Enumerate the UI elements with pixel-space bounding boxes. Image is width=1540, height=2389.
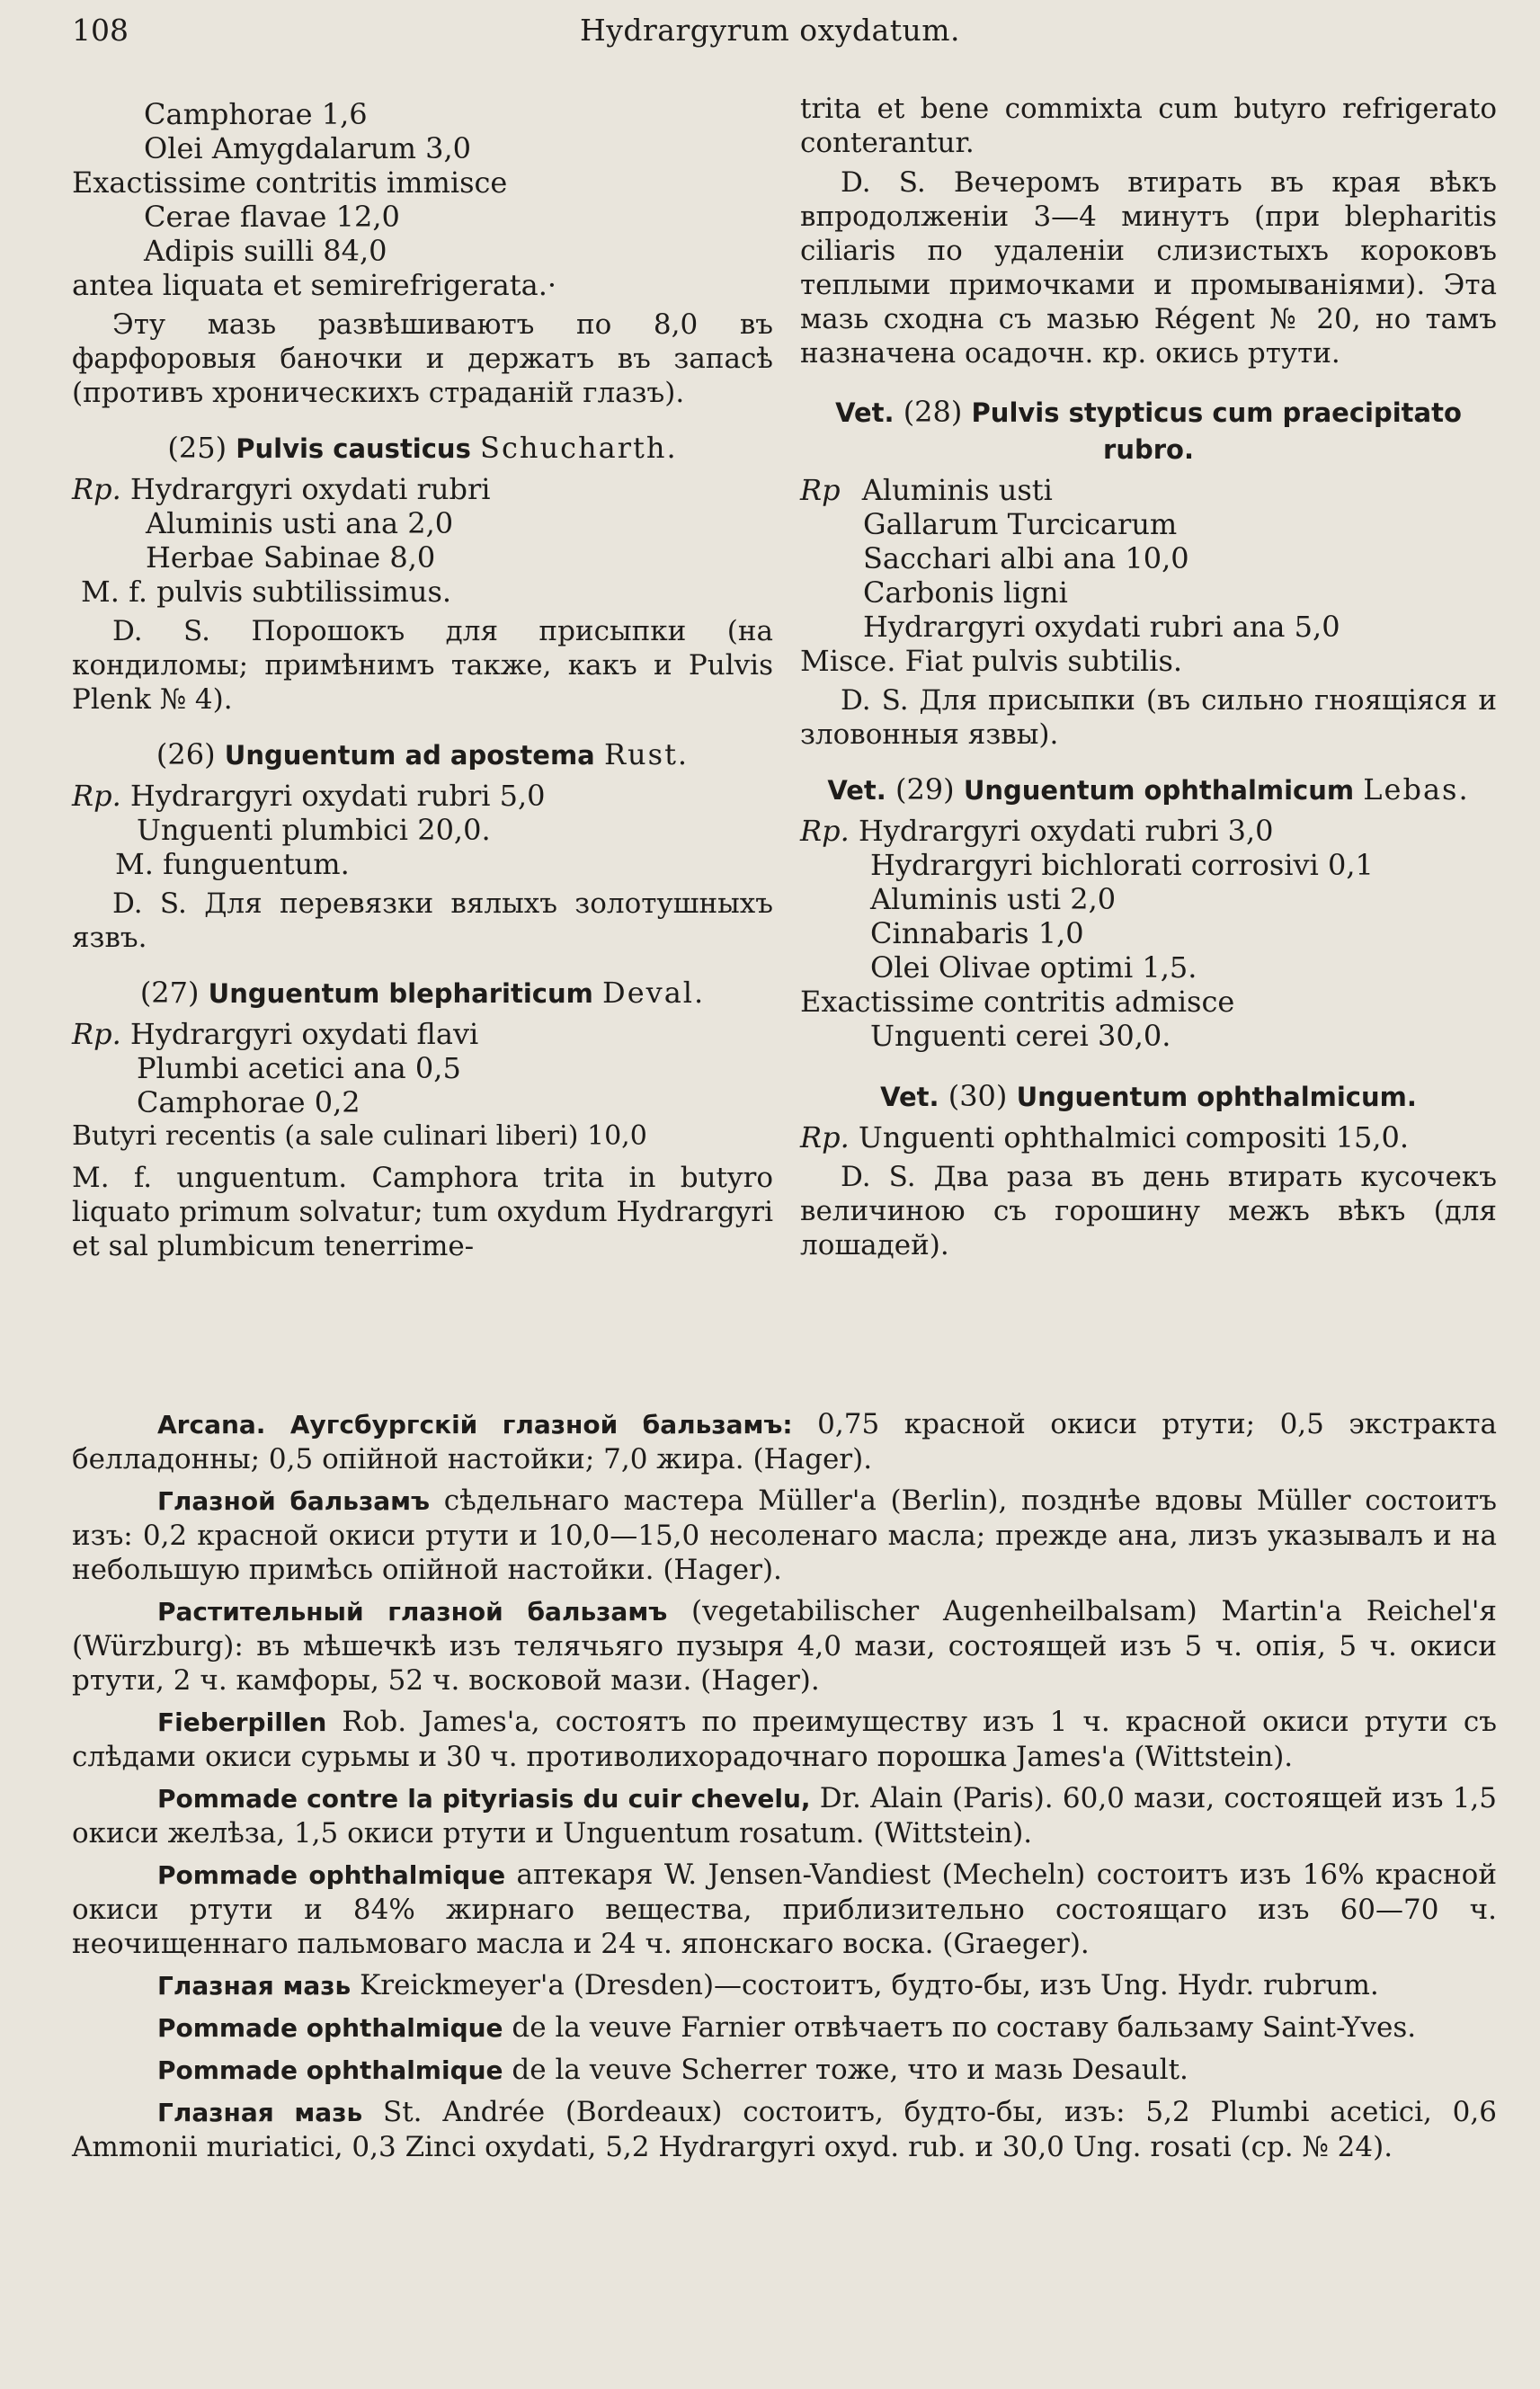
entry-text: сѣдельнаго мастера Müller'a (Berlin), позднѣе вдовы Müller состоитъ изъ: 0,2 красной окиси ртути и 10,0—15,0 несоленаго масла; прежде ана, лизъ указывалъ и на небольшую примѣсь опійной настойки. (Hager). (72, 1484, 1497, 1586)
page-number: 108 (72, 13, 129, 48)
recipe-heading-27 (72, 975, 773, 1012)
continued-text: trita et bene commixta cum butyro refrigerato conterantur. (800, 93, 1497, 159)
recipe-author: Deval. (602, 976, 706, 1010)
vet-label: Vet. (827, 775, 886, 806)
page-header (72, 13, 1468, 58)
rp-label: Rp (800, 473, 841, 507)
ingredient-line: Camphorae 1,6 (144, 97, 368, 131)
arcana-entry (72, 1858, 1497, 1961)
ingredient-line: Camphorae 0,2 (137, 1085, 361, 1119)
ingredient-line: Gallarum Turcicarum (863, 507, 1178, 541)
signa-paragraph: D. S. Для присыпки (въ сильно гноящіяся и зловонныя язвы). (800, 684, 1497, 751)
entry-title: Глазной бальзамъ (157, 1486, 431, 1516)
ingredient-line: Hydrargyri oxydati rubri 3,0 (858, 814, 1274, 848)
recipe-title: Unguentum ad apostema (224, 740, 595, 771)
entry-title: Pommade contre la pityriasis du cuir chevelu, (157, 1784, 811, 1814)
entry-text: аптекаря W. Jensen-Vandiest (Mecheln) состоитъ изъ 16% красной окиси ртути и 84% жирнаго вещества, приблизительно состоящаго изъ 60—70 ч. неочищеннаго пальмоваго масла и 24 ч. японскаго воска. (Graeger). (72, 1859, 1497, 1960)
entry-text: Rob. James'a, состоятъ по преимуществу изъ 1 ч. красной окиси ртути съ слѣдами окиси сурьмы и 30 ч. противолихорадочнаго порошка James'a (Wittstein). (72, 1706, 1497, 1773)
recipe-title: Unguentum ophthalmicum (963, 775, 1355, 806)
mix-instruction: M. f. unguentum. Camphora trita in butyro liquato primum solvatur; tum oxydum Hydrargyri et sal plumbicum tenerrime- (72, 1162, 773, 1262)
recipe-title: Pulvis causticus (236, 433, 471, 464)
ingredient-line: Unguenti ophthalmici compositi 15,0. (858, 1120, 1410, 1154)
rp-label: Rp. (72, 779, 121, 813)
ingredient-line: Exactissime contritis immisce (72, 165, 508, 200)
entry-title: Растительный глазной бальзамъ (157, 1597, 668, 1627)
ingredient-line: Unguenti plumbici 20,0. (137, 813, 491, 847)
entry-title: Pommade ophthalmique (157, 2055, 503, 2085)
ingredient-line: Hydrargyri oxydati rubri 5,0 (129, 779, 546, 813)
signa-paragraph: D. S. Для перевязки вялыхъ золотушныхъ язвъ. (72, 887, 773, 954)
entry-title: Arcana. Аугсбургскій глазной бальзамъ: (157, 1410, 793, 1440)
recipe-number: (28) (903, 395, 963, 429)
arcana-entry (72, 1484, 1497, 1587)
ingredient-line: Hydrargyri oxydati rubri ana 5,0 (863, 610, 1340, 644)
recipe-heading-30 (800, 1078, 1497, 1115)
recipe-heading-26 (72, 736, 773, 773)
recipe-title: Unguentum ophthalmicum. (1016, 1082, 1417, 1112)
entry-text: St. Andrée (Bordeaux) состоитъ, будто-бы, изъ: 5,2 Plumbi acetici, 0,6 Ammonii muriatici, 0,3 Zinci oxydati, 5,2 Hydrargyri oxyd. rub. и 30,0 Ung. rosati (ср. № 24). (72, 2096, 1497, 2163)
arcana-section (72, 1407, 1497, 2171)
ingredient-line: Plumbi acetici ana 0,5 (137, 1051, 461, 1085)
arcana-entry (72, 2095, 1497, 2164)
ingredient-line: antea liquata et semirefrigerata.· (72, 268, 557, 302)
ingredient-line: Butyri recentis (a sale culinari liberi) 10,0 (72, 1120, 647, 1152)
mix-instruction: Exactissime contritis admisce (800, 985, 1235, 1019)
mix-instruction: Misce. Fiat pulvis subtilis. (800, 644, 1183, 678)
rp-label: Rp. (72, 472, 121, 506)
arcana-entry (72, 1594, 1497, 1698)
ingredient-line: Olei Amygdalarum 3,0 (144, 131, 472, 165)
left-column (72, 97, 773, 1263)
ingredient-line: Aluminis usti ana 2,0 (146, 506, 454, 540)
recipe-heading-28 (800, 394, 1497, 468)
recipe-number: (29) (895, 772, 955, 807)
arcana-entry (72, 2053, 1497, 2088)
entry-title: Pommade ophthalmique (157, 1860, 506, 1890)
entry-title: Pommade ophthalmique (157, 2013, 503, 2043)
recipe-title: Pulvis stypticus cum praecipitato rubro. (971, 397, 1462, 465)
ingredient-line: Adipis suilli 84,0 (144, 234, 387, 268)
recipe-author: Rust. (603, 737, 690, 771)
arcana-entry (72, 2010, 1497, 2046)
recipe-heading-29 (800, 771, 1497, 808)
ingredient-line: Carbonis ligni (863, 575, 1068, 610)
vet-label: Vet. (835, 397, 895, 428)
ingredient-line: Hydrargyri bichlorati corrosivi 0,1 (870, 848, 1374, 882)
entry-title: Fieberpillen (157, 1707, 327, 1737)
recipe-number: (27) (139, 976, 200, 1010)
ingredient-line: Unguenti cerei 30,0. (870, 1019, 1171, 1053)
vet-label: Vet. (880, 1082, 939, 1112)
usage-paragraph: Эту мазь развѣшиваютъ по 8,0 въ фарфоровыя баночки и держатъ въ запасѣ (противъ хроническихъ страданій глазъ). (72, 308, 773, 409)
ingredient-line: Cinnabaris 1,0 (870, 916, 1084, 950)
recipe-author: Schucharth. (480, 431, 678, 465)
rp-label: Rp. (800, 1120, 850, 1154)
arcana-entry (72, 1407, 1497, 1476)
entry-title: Глазная мазь (157, 2098, 363, 2127)
rp-label: Rp. (800, 814, 850, 848)
entry-title: Глазная мазь (157, 1971, 352, 2001)
ingredient-line: Herbae Sabinae 8,0 (146, 540, 436, 575)
right-column (800, 93, 1497, 1262)
ingredient-line: Hydrargyri oxydati flavi (129, 1017, 479, 1051)
entry-text: Kreickmeyer'a (Dresden)—состоитъ, будто-бы, изъ Ung. Hydr. rubrum. (351, 1969, 1379, 2001)
arcana-entry (72, 1968, 1497, 2003)
entry-text: de la veuve Farnier отвѣчаетъ по составу бальзаму Saint-Yves. (503, 2011, 1417, 2044)
signa-paragraph: D. S. Два раза въ день втирать кусочекъ величиною съ горошину межъ вѣкъ (для лошадей). (800, 1161, 1497, 1261)
running-title: Hydrargyrum oxydatum. (579, 13, 961, 48)
entry-text: Dr. Alain (Paris). 60,0 мази, состоящей изъ 1,5 окиси желѣза, 1,5 окиси ртути и Unguentum rosatum. (Wittstein). (72, 1782, 1498, 1850)
ingredient-line: Sacchari albi ana 10,0 (863, 541, 1189, 575)
recipe-title: Unguentum blephariticum (208, 978, 593, 1009)
arcana-entry (72, 1705, 1497, 1774)
ingredient-line: Hydrargyri oxydati rubri (129, 472, 491, 506)
arcana-entry (72, 1781, 1497, 1850)
signa-paragraph: D. S. Порошокъ для присыпки (на кондиломы; примѣнимъ также, какъ и Pulvis Plenk № 4). (72, 615, 773, 716)
entry-text: 0,75 красной окиси ртути; 0,5 экстракта белладонны; 0,5 опійной настойки; 7,0 жира. (Hager). (72, 1408, 1498, 1475)
mix-instruction: M. f. pulvis subtilissimus. (81, 575, 452, 609)
rp-label: Rp. (72, 1017, 121, 1051)
recipe-number: (26) (156, 737, 216, 771)
entry-text: de la veuve Scherrer тоже, что и мазь Desault. (503, 2054, 1188, 2086)
ingredient-line: Aluminis usti (861, 473, 1053, 507)
recipe-number: (25) (167, 431, 227, 465)
recipe-number: (30) (948, 1079, 1008, 1113)
ingredient-line: Aluminis usti 2,0 (870, 882, 1117, 916)
signa-paragraph: D. S. Вечеромъ втирать въ края вѣкъ впродолженіи 3—4 минутъ (при blepharitis ciliaris по удаленіи слизистыхъ короковъ теплыми примочками и промываніями). Эта мазь сходна съ мазью Régent № 20, но тамъ назначена осадочн. кр. окись ртути. (800, 166, 1497, 370)
mix-instruction: M. funguentum. (115, 847, 350, 881)
ingredient-line: Olei Olivae optimi 1,5. (870, 950, 1197, 985)
entry-text: (vegetabilischer Augenheilbalsam) Martin'a Reichel'я (Würzburg): въ мѣшечкѣ изъ телячьяго пузыря 4,0 мази, состоящей изъ 5 ч. опія, 5 ч. окиси ртути, 2 ч. камфоры, 52 ч. восковой мази. (Hager). (72, 1595, 1497, 1697)
recipe-author: Lebas. (1363, 772, 1470, 807)
recipe-heading-25 (72, 430, 773, 467)
ingredient-line: Cerae flavae 12,0 (144, 200, 400, 234)
